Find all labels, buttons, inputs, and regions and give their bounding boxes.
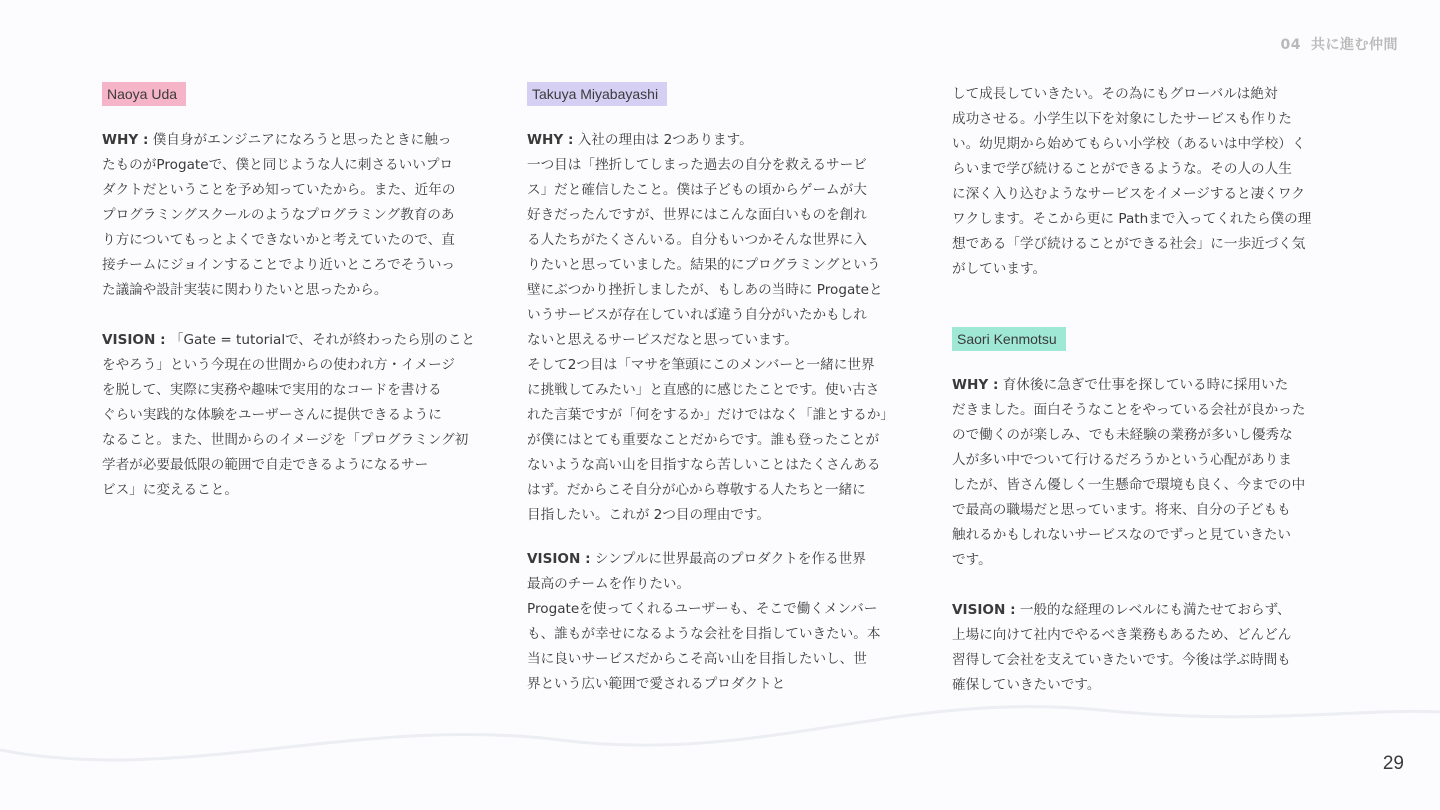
vision-paragraph [527,547,913,697]
why-paragraph [952,373,1334,573]
member-profile-column-3 [952,82,1334,698]
vision-text: 「Gate = tutorialで、それが終わったら別のこと をやろう」という今現在の世間からの使われ方・イメージ を脱して、実際に実務や趣味で実用的なコードを書ける ぐらい実践的な体験をユーザーさんに提供できるように なること。また、世間からのイメージを「プログラミング初 学者が必要最低限の範囲で自走できるようになるサー ビス」に変えること。 [102,332,476,498]
page-number: 29 [1382,753,1404,774]
vision-text: シンプルに世界最高のプロダクトを作る世界 最高のチームを作りたい。 Progateを使ってくれるユーザーも、そこで働くメンバー も、誰もが幸せになるような会社を目指していきたい。本 当に良いサービスだからこそ高い山を目指したいし、世 界という広い範囲で愛されるプロダクトと [527,551,881,692]
why-paragraph [102,128,484,303]
why-text: 入社の理由は 2つあります。 一つ目は「挫折してしまった過去の自分を救えるサービ ス」だと確信したこと。僕は子どもの頃からゲームが大 好きだったんですが、世界にはこんな面白いものを創れ る人たちがたくさんいる。自分もいつかそんな世界に入 りたいと思っていました。結果的にプログラミングという 壁にぶつかり挫折しましたが、もしあの当時に Progateと いうサービスが存在していれば違う自分がいたかもしれ ないと思えるサービスだなと思っています。 そして2つ目は「マサを筆頭にこのメンバーと一緒に世界 に挑戦してみたい」と直感的に感じたことです。使い古さ れた言葉ですが「何をするか」だけではなく「誰とするか」 が僕にはとても重要なことだからです。誰も登ったことが ないような高い山を目指すなら苦しいことはたくさんある はず。だからこそ自分が心から尊敬する人たちと一緒に 目指したい。これが 2つ目の理由です。 [527,132,895,523]
vision-continued-text: して成長していきたい。その為にもグローバルは絶対 成功させる。小学生以下を対象にしたサービスも作りた い。幼児期から始めてもらい小学校（あるいは中学校）く らいまで学び続けることができるような。その人の人生 に深く入り込むようなサービスをイメージすると凄くワク ワクします。そこから更に Pathまで入ってくれたら僕の理 想である「学び続けることができる社会」に一歩近づく気 がしています。 [952,86,1312,277]
member-name-tag: Saori Kenmotsu [952,327,1066,351]
member-name-tag: Naoya Uda [102,82,186,106]
why-label: WHY : [952,377,999,393]
why-text: 僕自身がエンジニアになろうと思ったときに触っ たものがProgateで、僕と同じような人に刺さるいいプロ ダクトだということを予め知っていたから。また、近年の プログラミングスクールのようなプログラミング教育のあ り方についてもっとよくできないかと考えていたので、直 接チームにジョインすることでより近いところでそういっ た議論や設計実装に関わりたいと思ったから。 [102,132,456,298]
why-paragraph [527,128,913,528]
member-name-tag: Takuya Miyabayashi [527,82,667,106]
section-header [1281,34,1398,54]
vision-label: VISION : [952,602,1016,618]
vision-text: 一般的な経理のレベルにも満たせておらず、 上場に向けて社内でやるべき業務もあるため、どんどん 習得して会社を支えていきたいです。今後は学ぶ時間も 確保していきたいです。 [952,602,1292,693]
vision-label: VISION : [527,551,591,567]
why-label: WHY : [527,132,574,148]
member-profile-saori [952,327,1334,698]
member-profile-takuya [527,82,913,697]
vision-paragraph [102,328,484,503]
vision-label: VISION : [102,332,166,348]
vision-paragraph [952,598,1334,698]
why-text: 育休後に急ぎで仕事を探している時に採用いた だきました。面白そうなことをやっている会社が良かった ので働くのが楽しみ、でも未経験の業務が多いし優秀な 人が多い中でついて行けるだろうかという心配がありま したが、皆さん優しく一生懸命で環境も良く、今までの中 で最高の職場だと思っています。将来、自分の子どもも 触れるかもしれないサービスなのでずっと見ていきたい です。 [952,377,1306,568]
why-label: WHY : [102,132,149,148]
section-title: 共に進む仲間 [1311,37,1398,53]
section-number: 04 [1280,37,1301,53]
member-profile-naoya [102,82,484,503]
